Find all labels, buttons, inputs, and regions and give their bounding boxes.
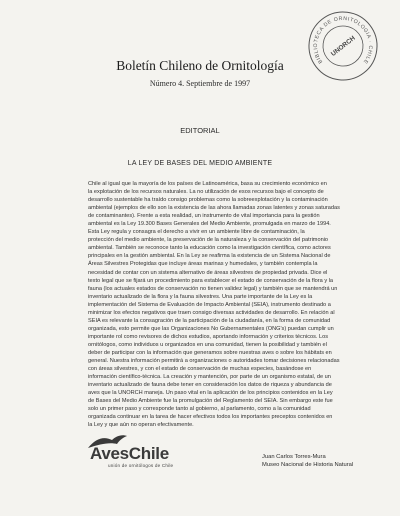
article-body [88,180,386,429]
body-line: inventario actualizado de fauna debe tener en consideración los datos de riqueza y abundancia de [88,382,332,389]
body-line: de contaminantes). Frente a esta realidad, un instrumento de vital importancia para la gestión [88,213,320,220]
body-line: Esta Ley regula y consagra el derecho a vivir en un ambiente libre de contaminación, la [88,229,305,236]
logo-tagline: unión de ornitólogos de Chile [108,463,174,468]
body-line: desarrollo sustentable ha traído consigo problemas como la sobreexplotación y la contaminación [88,197,328,204]
body-line: aves que la UNORCH maneja. Un paso vital en la aplicación de los principios contenidos en la Ley [88,390,333,397]
body-line: importante rol como revisores de dichos estudios, aportando información y criterios técnicos. Los [88,333,329,340]
body-line: necesidad de contar con un sistema alternativo de áreas silvestres de propiedad privada. Dice el [88,269,328,276]
body-line: solo un primer paso y corresponde tanto al gobierno, al parlamento, como a la comunidad [88,406,311,413]
body-line: organizada continuar en la tarea de hacer efectivos todos los importantes preceptos contenidos en [88,414,333,421]
body-line: la Ley y que aún no operan efectivamente. [88,422,194,429]
article-title: LA LEY DE BASES DEL MEDIO AMBIENTE [127,160,273,167]
body-line: inventario actualizado de la flora y la fauna silvestres. Una parte importante de la Ley es la [88,293,313,300]
body-line: SEIA es relevante la consagración de la participación de la ciudadanía, en la forma de comunidad [88,317,331,324]
logo-wordmark: AvesChile [90,444,169,463]
journal-title: Boletín Chileno de Ornitología [116,58,284,73]
body-line: implementación del Sistema de Evaluación de Impacto Ambiental (SEIA), instrumento destinado a [88,301,331,308]
author-name: Juan Carlos Torres-Mura [262,454,326,460]
stamp-outer-text: BIBLIOTECA DE ORNITOLOGIA · CHILE [312,15,374,65]
body-line: ambiental es la Ley 19.300 Bases Generales del Medio Ambiente, promulgada en marzo de 1994. [88,221,331,228]
body-line: deber de participar con la información que generamos sobre nuestras aves o sobre los hábitats en [88,349,332,356]
bird-icon [86,432,128,454]
body-line: Chile al igual que la mayoría de los países de Latinoamérica, basa su crecimiento económico en [88,181,327,187]
body-line: con áreas silvestres, y con el estado de conservación de muchas especies, basándose en [88,366,312,373]
body-line: texto legal que se fijará un procedimiento para establecer el estado de conservación de la flora y la [88,277,334,284]
issue-line: Número 4. Septiembre de 1997 [149,79,251,88]
aveschile-logo [90,444,200,468]
body-line: general. Nuestra información permitirá a organizaciones o autoridades tomar decisiones relacionadas [88,358,340,365]
author-affiliation: Museo Nacional de Historia Natural [262,462,354,468]
body-line: de Bases del Medio Ambiente fue la promulgación del Reglamento del SEIA. Sin embargo este fue [88,398,333,405]
body-line: Áreas Silvestres Protegidas que incluye áreas marinas y humedales, y también contempla la [88,261,318,268]
body-line: principales en la gestión ambiental. En la Ley se reafirma la existencia de un Sistema Nacional de [88,253,331,260]
stamp-center-text: UNORCH [329,34,357,58]
body-line: ambiental. También se reconoce tanto la educación como la investigación científica, como actores [88,245,331,252]
body-line: ambiental (ejemplos de ello son la existencia de las ahora llamadas zonas latentes y zonas saturadas [88,205,340,212]
body-line: fauna (los actuales estados de conservación no tienen validez legal) y también que se mantendrá un [88,285,338,292]
signature-block [262,453,353,469]
body-line: información científico-técnica. La creación y mantención, por parte de un organismo estatal, de un [88,374,331,381]
section-label: EDITORIAL [180,126,220,135]
body-line: la explotación de los recursos naturales. La no utilización de esos recursos bajo el concepto de [88,189,324,196]
body-line: minimizar los efectos negativos que traen consigo diversas actividades de desarrollo. En relación al [88,309,335,316]
body-line: protección del medio ambiente, la preservación de la naturaleza y la conservación del patrimonio [88,237,329,244]
body-line: organizada, esto permite que las Organizaciones No Gubernamentales (ONG's) puedan cumplir un [88,325,334,332]
body-line: ornitólogos, como individuos u organizados en una comunidad, tienen la posibilidad y también el [88,341,327,348]
